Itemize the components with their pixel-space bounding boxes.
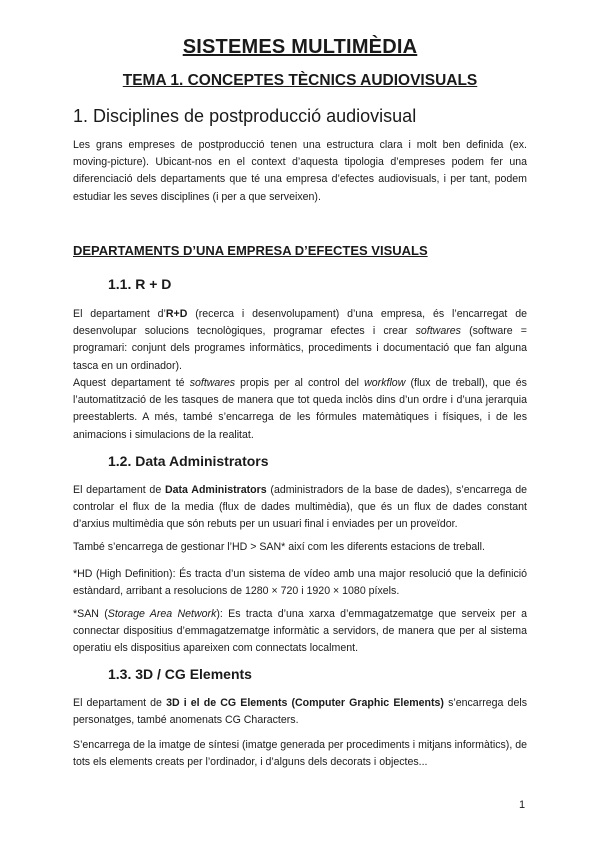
text: ): Es tracta d’una xarxa d’emmagatzematge que serveix per a connectar dispositius d’emmagatzematge informàtic a servidors, de manera que per al sistema operatiu els dispositius apareixen com connectats localment. [73, 608, 527, 655]
data-admin-paragraph-hd: *HD (High Definition): És tracta d’un sistema de vídeo amb una major resolució que la definició estàndard, arribant a resolucions de 1280 × 720 i 1920 × 1080 píxels. [73, 568, 527, 598]
bold-text: 3D i el de CG Elements (Computer Graphic Elements) [166, 697, 444, 709]
data-admin-paragraph-1 [73, 482, 527, 534]
heading-rd: 1.1. R + D [108, 276, 172, 292]
italic-text: softwares [189, 377, 236, 389]
italic-text: Storage Area Network [107, 608, 217, 620]
cg-paragraph-1 [73, 695, 527, 729]
data-admin-paragraph-san [73, 606, 527, 658]
cg-paragraph-2: S’encarrega de la imatge de síntesi (imatge generada per procediments i mitjans informàtics), de tots els elements creats per l’ordinador, i d’alguns dels decorats i objectes... [73, 739, 527, 769]
data-admin-paragraph-2: També s’encarrega de gestionar l’HD > SAN* així com les diferents estacions de treball. [73, 541, 485, 553]
text: (administradors de la base de dades), s’encarrega de controlar el flux de la media (flux de dades multimèdia), que és un flux de dades constant d’arxius multimèdia que són rebuts per un usuari final i enviades per un proveïdor. [73, 484, 528, 531]
text: Aquest departament té [73, 377, 190, 389]
text: El departament de [73, 697, 167, 709]
section-heading-disciplines: 1. Disciplines de postproducció audiovisual [73, 106, 417, 126]
rd-paragraph-1 [73, 306, 527, 375]
text: (recerca i desenvolupament) d’una empresa, és l’encarregat de desenvolupar solucions tecnològiques, programar efectes i crear [73, 308, 527, 338]
rd-paragraph-2 [73, 375, 527, 444]
text: s’encarrega dels personatges, també anomenats CG Characters. [73, 697, 527, 727]
intro-paragraph: Les grans empreses de postproducció tenen una estructura clara i molt ben definida (ex. moving-picture). Ubicant-nos en el context d’aquesta tipologia d’empreses podem fer una diferenciació dels departaments que té una empresa d’efectes audiovisuals, i per tant, podem estudiar les seves disciplines (i per a que serveixen). [73, 139, 527, 203]
text: El departament d’ [73, 308, 166, 320]
bold-text: R+D [165, 308, 188, 320]
main-title: SISTEMES MULTIMÈDIA [182, 36, 418, 58]
text: *SAN ( [73, 608, 108, 620]
text: El departament de [73, 484, 165, 496]
heading-data-administrators: 1.2. Data Administrators [108, 453, 269, 469]
bold-text: Data Administrators [164, 484, 267, 496]
text: (flux de treball), que és l’automatització de les tasques de manera que tot queda inclòs dins d’un ordre i d’una jerarquia preestablerts. A més, també s’encarrega de les fórmules matemàtiques i físiques, i de les animacions i simulacions de la realitat. [73, 377, 527, 441]
italic-text: workflow [364, 377, 406, 389]
text: propis per al control del [235, 377, 365, 389]
tema-title: TEMA 1. CONCEPTES TÈCNICS AUDIOVISUALS [122, 72, 478, 89]
heading-cg-elements: 1.3. 3D / CG Elements [108, 666, 252, 682]
italic-text: softwares [415, 325, 461, 338]
text: (software = programari: conjunt dels programes informàtics, procediments i documentació que fan alguna tasca en un ordinador). [73, 325, 527, 372]
departments-heading: DEPARTAMENTS D’UNA EMPRESA D’EFECTES VISUALS [73, 243, 428, 258]
page-number: 1 [519, 799, 526, 811]
